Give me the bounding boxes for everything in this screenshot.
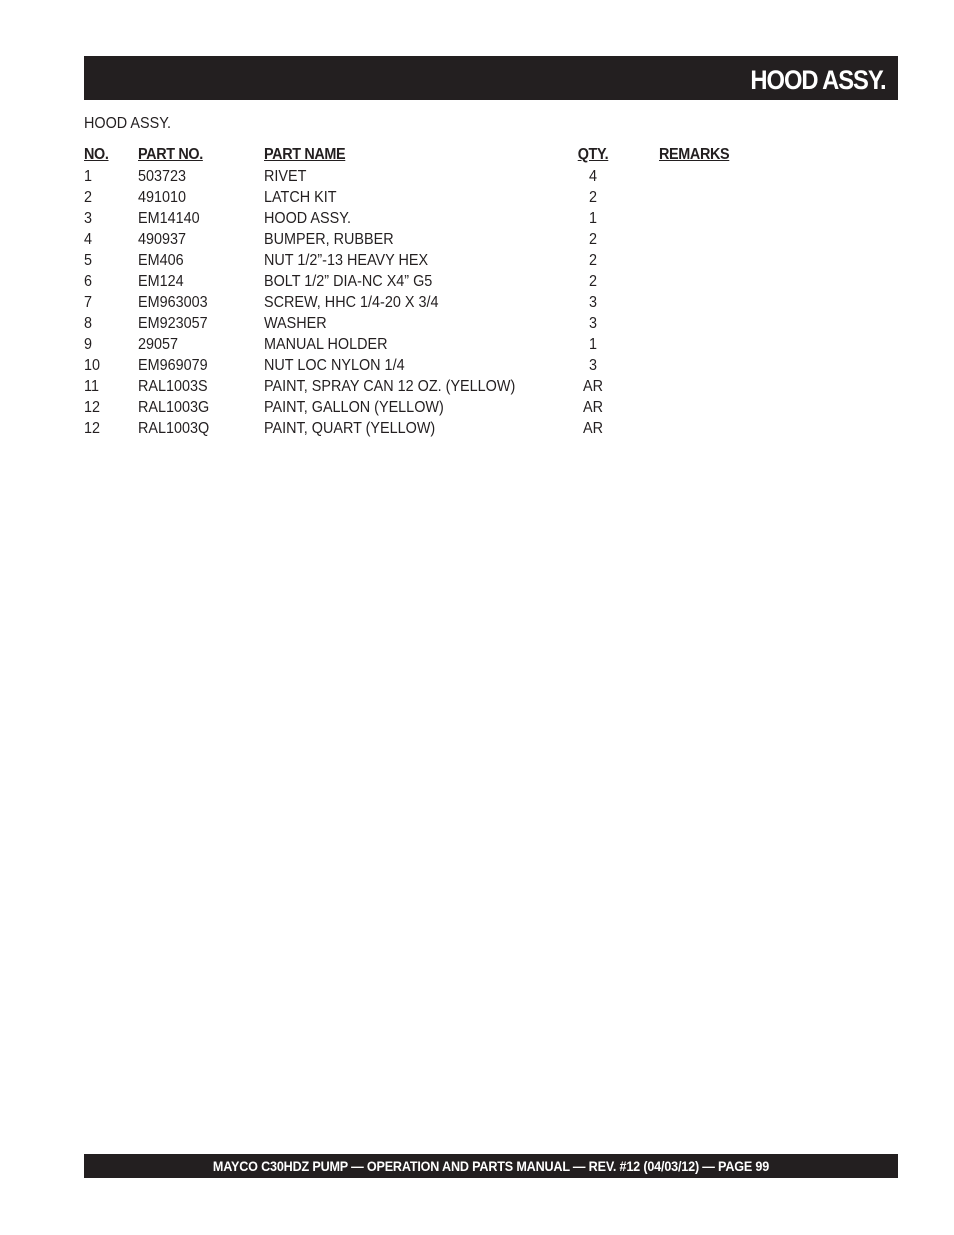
table-row <box>84 187 784 208</box>
cell-no: 4 <box>84 231 93 248</box>
page-footer-bar <box>84 1154 898 1178</box>
cell-part-no: EM14140 <box>138 210 200 227</box>
cell-qty: 2 <box>588 273 598 290</box>
table-row <box>84 355 784 376</box>
cell-part-no: RAL1003S <box>138 378 208 395</box>
cell-no: 12 <box>84 399 101 416</box>
cell-qty: 2 <box>588 189 598 206</box>
table-row <box>84 418 784 439</box>
cell-part-no: EM963003 <box>138 294 208 311</box>
cell-qty: AR <box>582 399 603 416</box>
cell-qty: 3 <box>588 294 598 311</box>
cell-no: 6 <box>84 273 93 290</box>
cell-part-name: LATCH KIT <box>264 189 337 206</box>
table-row <box>84 397 784 418</box>
cell-qty: AR <box>582 420 603 437</box>
cell-part-no: EM923057 <box>138 315 208 332</box>
cell-qty: 4 <box>588 168 598 185</box>
cell-no: 12 <box>84 420 101 437</box>
cell-part-name: MANUAL HOLDER <box>264 336 388 353</box>
table-row <box>84 313 784 334</box>
cell-no: 11 <box>84 378 99 395</box>
page-header-bar <box>84 56 898 100</box>
cell-qty: 1 <box>588 210 598 227</box>
cell-no: 10 <box>84 357 101 374</box>
cell-part-name: SCREW, HHC 1/4-20 X 3/4 <box>264 294 439 311</box>
cell-part-no: 491010 <box>138 189 187 206</box>
table-row <box>84 334 784 355</box>
cell-qty: 2 <box>588 231 598 248</box>
section-label: HOOD ASSY. <box>84 115 171 132</box>
cell-part-name: PAINT, GALLON (YELLOW) <box>264 399 444 416</box>
cell-qty: 2 <box>588 252 598 269</box>
cell-part-no: 490937 <box>138 231 187 248</box>
cell-part-no: EM969079 <box>138 357 208 374</box>
table-row <box>84 166 784 187</box>
cell-no: 2 <box>84 189 93 206</box>
cell-qty: 1 <box>588 336 598 353</box>
cell-qty: 3 <box>588 357 598 374</box>
cell-part-no: EM124 <box>138 273 184 290</box>
cell-no: 1 <box>84 168 93 185</box>
cell-qty: AR <box>582 378 603 395</box>
table-row <box>84 292 784 313</box>
cell-no: 9 <box>84 336 93 353</box>
cell-part-no: EM406 <box>138 252 184 269</box>
cell-part-name: WASHER <box>264 315 327 332</box>
column-header-part-name: PART NAME <box>264 146 346 163</box>
column-header-remarks: REMARKS <box>659 146 730 163</box>
cell-part-no: 503723 <box>138 168 187 185</box>
table-header-row <box>84 144 784 166</box>
cell-part-name: PAINT, QUART (YELLOW) <box>264 420 436 437</box>
cell-part-name: BOLT 1/2” DIA-NC X4” G5 <box>264 273 433 290</box>
column-header-part-no: PART NO. <box>138 146 203 163</box>
table-row <box>84 376 784 397</box>
table-row <box>84 271 784 292</box>
column-header-no: NO. <box>84 146 109 163</box>
cell-part-name: NUT LOC NYLON 1/4 <box>264 357 405 374</box>
table-row <box>84 250 784 271</box>
cell-no: 3 <box>84 210 93 227</box>
table-row <box>84 229 784 250</box>
parts-table <box>84 144 784 439</box>
cell-part-name: NUT 1/2”-13 HEAVY HEX <box>264 252 429 269</box>
cell-no: 7 <box>84 294 93 311</box>
cell-part-no: 29057 <box>138 336 179 353</box>
cell-part-name: HOOD ASSY. <box>264 210 351 227</box>
cell-part-no: RAL1003G <box>138 399 210 416</box>
cell-no: 5 <box>84 252 93 269</box>
footer-text: MAYCO C30HDZ PUMP — OPERATION AND PARTS MANUAL — REV. #12 (04/03/12) — PAGE 99 <box>212 1158 770 1174</box>
cell-part-name: BUMPER, RUBBER <box>264 231 394 248</box>
column-header-qty: QTY. <box>577 146 609 163</box>
cell-part-no: RAL1003Q <box>138 420 210 437</box>
cell-qty: 3 <box>588 315 598 332</box>
table-row <box>84 208 784 229</box>
table-body <box>84 166 784 439</box>
cell-part-name: RIVET <box>264 168 307 185</box>
cell-part-name: PAINT, SPRAY CAN 12 OZ. (YELLOW) <box>264 378 516 395</box>
page-title: HOOD ASSY. <box>750 65 886 95</box>
cell-no: 8 <box>84 315 93 332</box>
